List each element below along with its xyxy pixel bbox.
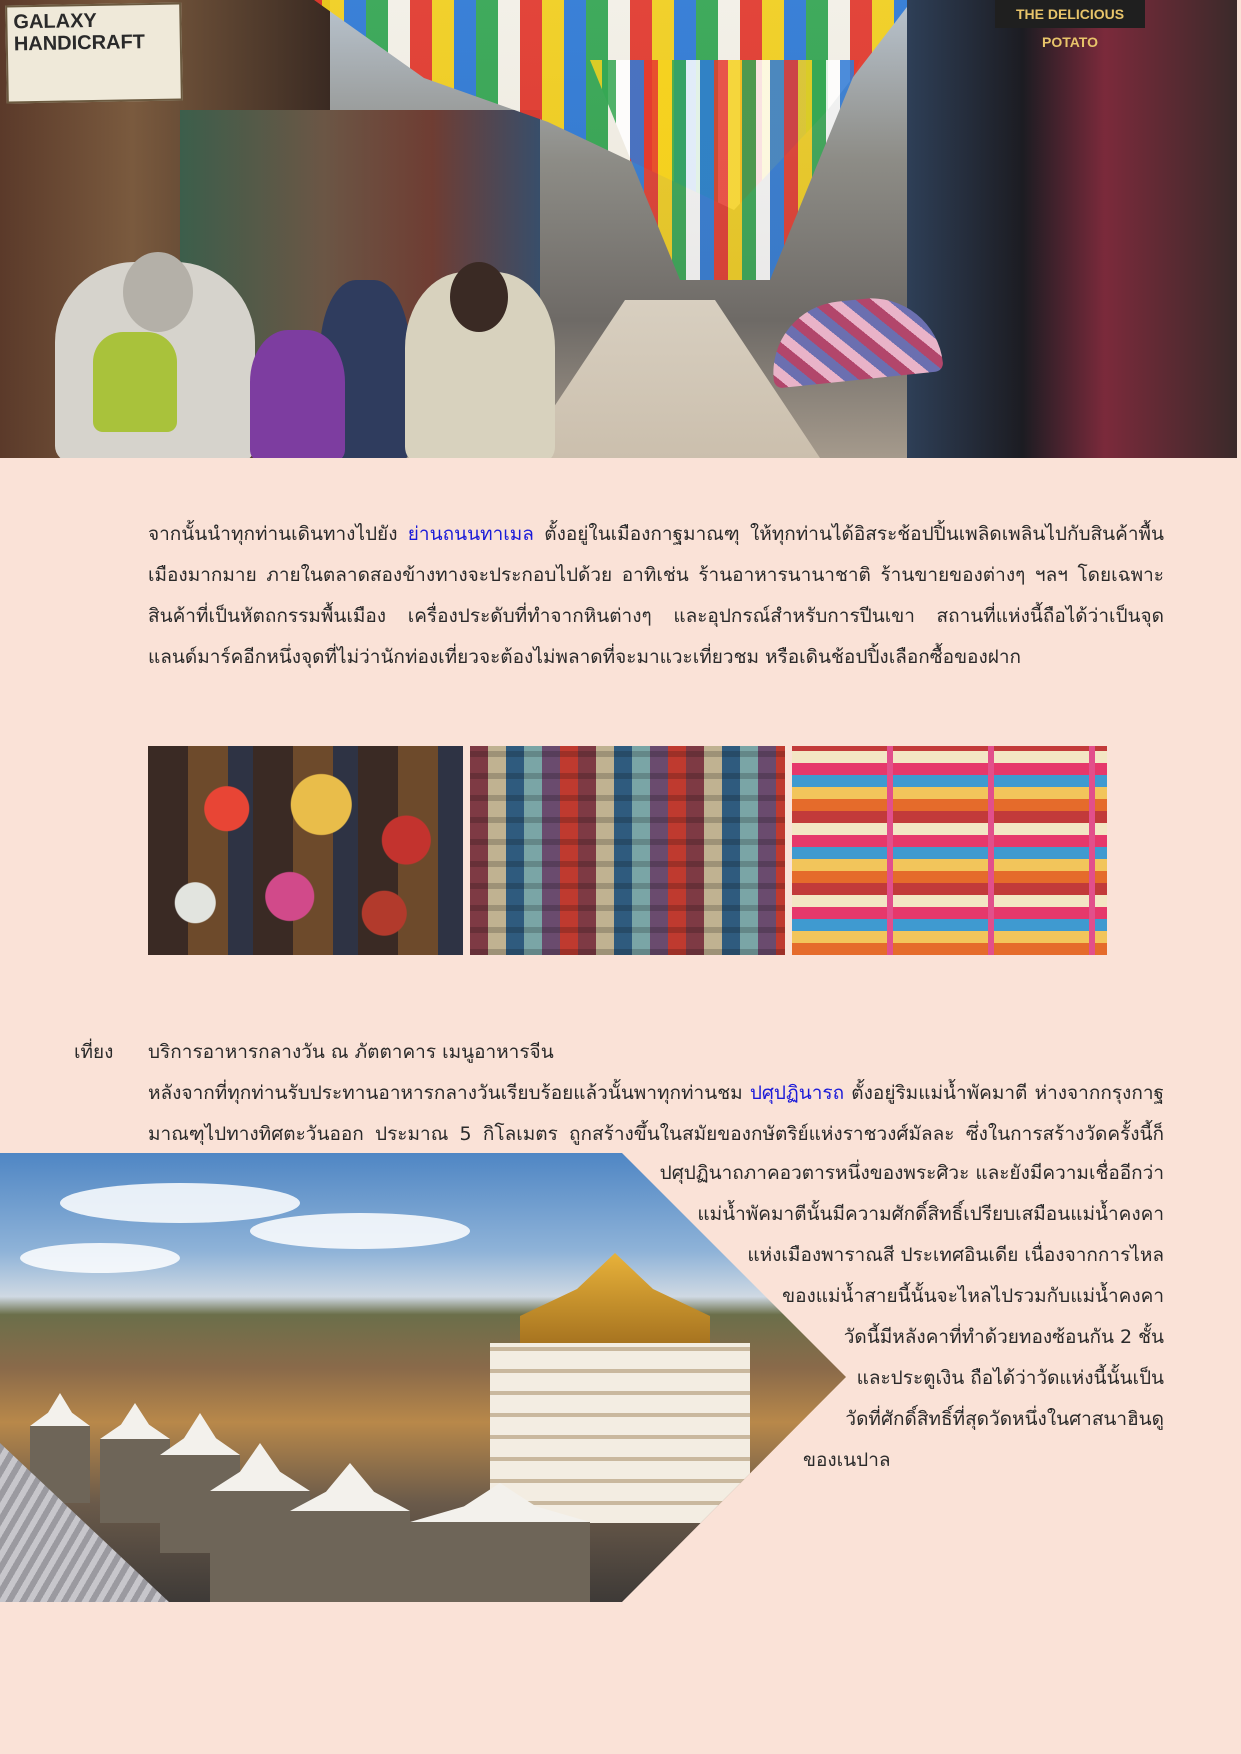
description-text: ตั้งอยู่ในเมืองกาฐมาณฑุ ให้ทุกท่านได้อิสระช้อปปิ้นเพลิดเพลินไปกับสินค้าพื้นเมืองมากมาย ภายในตลาดสองข้างทางจะประกอบไปด้วย อาทิเช่น ร้านอาหารนานาชาติ ร้านขายของต่างๆ ฯลฯ โดยเฉพาะสินค้าที่เป็นหัตถกรรมพื้นเมือง เครื่องประดับที่ทำจากหินต่างๆ และอุปกรณ์สำหรับการปีนเขา สถานที่แห่งนี้ถือได้ว่าเป็นจุดแลนด์มาร์คอีกหนึ่งจุดที่ไม่ว่านักท่องเที่ยวจะต้องไม่พลาดที่จะมาแวะเที่ยวชม หรือเดินช้อปปิ้งเลือกซื้อของฝาก <box>148 523 1164 668</box>
cloud <box>20 1243 180 1273</box>
photo-fabric-rolls <box>470 746 785 955</box>
cloud <box>250 1213 470 1249</box>
shop-front-right <box>907 0 1237 458</box>
lunch-line: บริการอาหารกลางวัน ณ ภัตตาคาร เมนูอาหารจีน <box>148 1041 554 1063</box>
time-label: เที่ยง <box>74 1041 114 1063</box>
text-line: วัดที่ศักดิ์สิทธิ์ที่สุดวัดหนึ่งในศาสนาฮินดู <box>845 1408 1164 1430</box>
restaurant-sign <box>995 0 1145 50</box>
tourist-head <box>123 252 193 332</box>
backpack <box>93 332 177 432</box>
text-line: ของเนปาล <box>803 1449 891 1471</box>
restaurant-sign-text: THE DELICIOUS POTATO <box>1015 6 1125 50</box>
text-line: แม่น้ำพัคมาตีนั้นมีความศักดิ์สิทธิ์เปรียบเสมือนแม่น้ำคงคา <box>697 1203 1164 1225</box>
cloud <box>60 1183 300 1223</box>
stone-shrine <box>290 1463 410 1602</box>
text-line: และประตูเงิน ถือได้ว่าวัดแห่งนี้นั้นเป็น <box>856 1367 1164 1389</box>
intro-text: จากนั้นนำทุกท่านเดินทางไปยัง <box>148 523 408 545</box>
photo-masks <box>148 746 463 955</box>
stone-shrine <box>100 1403 170 1523</box>
place-name-thamel: ย่านถนนทาเมล <box>407 523 534 545</box>
text-line: วัดนี้มีหลังคาที่ทำด้วยทองซ้อนกัน 2 ชั้น <box>843 1326 1164 1348</box>
tourist <box>405 272 555 458</box>
text-line: ปศุปฏินาถภาคอวตารหนึ่งของพระศิวะ และยังมีความเชื่ออีกว่า <box>659 1162 1164 1184</box>
shop-sign-text: GALAXY HANDICRAFT <box>13 9 146 56</box>
tourist-with-backpack <box>55 262 255 458</box>
prayer-flags-far <box>560 60 860 280</box>
photo-scarves <box>792 746 1107 955</box>
tourist <box>250 330 345 458</box>
place-name-pashupatinath: ปศุปฏินารถ <box>749 1082 845 1104</box>
golden-roof <box>520 1253 710 1343</box>
thamel-description <box>148 514 1164 678</box>
text-line: ของแม่น้ำสายนี้นั้นจะไหลไปรวมกับแม่น้ำคงคา <box>782 1285 1164 1307</box>
para2-text-cont: ตั้งอยู่ริมแม่น้ำพัคมาตี ห่างจากกรุงกาฐมาณฑุไปทางทิศตะวันออก ประมาณ 5 กิโลเมตร ถูกสร้างขึ้นในสมัยของกษัตริย์แห่งราชวงศ์มัลละ ซึ่งในการสร้างวัดครั้งนี้ก็ <box>148 1082 1164 1145</box>
tourist-head <box>450 262 508 332</box>
text-line: แห่งเมืองพาราณสี ประเทศอินเดีย เนื่องจากการไหล <box>747 1244 1164 1266</box>
temple-building <box>490 1343 750 1523</box>
para2-text: หลังจากที่ทุกท่านรับประทานอาหารกลางวันเรียบร้อยแล้วนั้นพาทุกท่านชม <box>148 1082 750 1104</box>
hero-photo-thamel-street <box>0 0 1237 458</box>
shop-sign <box>5 2 183 103</box>
